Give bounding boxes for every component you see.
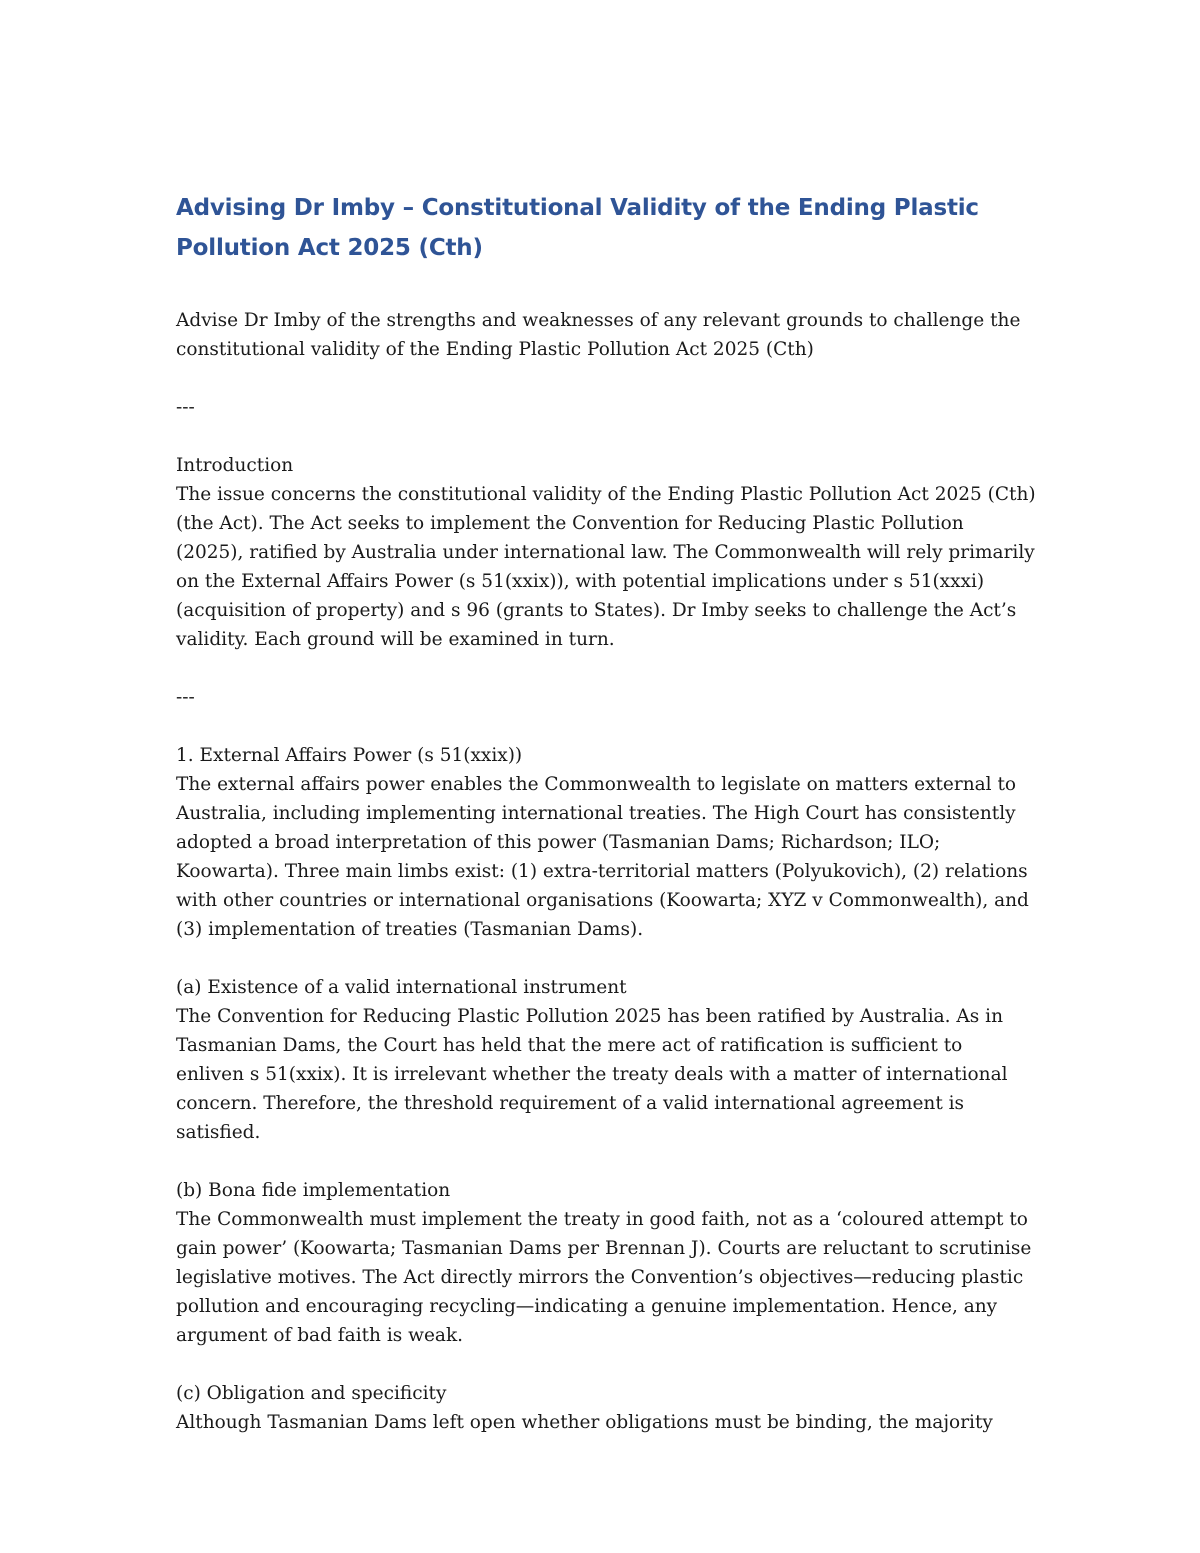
subsection-heading: (c) Obligation and specificity [176, 1383, 447, 1404]
section-heading: 1. External Affairs Power (s 51(xxix)) [176, 745, 523, 766]
section-separator: --- [176, 687, 195, 708]
external-affairs-section [176, 741, 1036, 944]
subsection-b [176, 1176, 1036, 1350]
question-prompt: Advise Dr Imby of the strengths and weaknesses of any relevant grounds to challenge the constitutional validity of the Ending Plastic Pollution Act 2025 (Cth) [176, 310, 1021, 360]
section-separator: --- [176, 397, 195, 418]
subsection-paragraph: The Commonwealth must implement the treaty in good faith, not as a ‘coloured attempt to gain power’ (Koowarta; Tasmanian Dams per Brennan J). Courts are reluctant to scrutinise legislative motives. The Act directly mirrors the Convention’s objectives—reducing plastic pollution and encouraging recycling—indicating a genuine implementation. Hence, any argument of bad faith is weak. [176, 1209, 1032, 1346]
subsection-heading: (b) Bona fide implementation [176, 1180, 451, 1201]
subsection-a [176, 973, 1036, 1147]
introduction-heading: Introduction [176, 455, 294, 476]
introduction-section [176, 451, 1036, 654]
introduction-paragraph: The issue concerns the constitutional validity of the Ending Plastic Pollution Act 2025 (Cth) (the Act). The Act seeks to implement the Convention for Reducing Plastic Pollution (2025), ratified by Australia under international law. The Commonwealth will rely primarily on the External Affairs Power (s 51(xxix)), with potential implications under s 51(xxxi) (acquisition of property) and s 96 (grants to States). Dr Imby seeks to challenge the Act’s validity. Each ground will be examined in turn. [176, 484, 1036, 650]
subsection-c [176, 1379, 1036, 1437]
document-title: Advising Dr Imby – Constitutional Validity of the Ending Plastic Pollution Act 2025 (Cth) [176, 195, 979, 261]
document-body [176, 188, 1036, 1466]
subsection-paragraph: The Convention for Reducing Plastic Pollution 2025 has been ratified by Australia. As in Tasmanian Dams, the Court has held that the mere act of ratification is sufficient to enliven s 51(xxix). It is irrelevant whether the treaty deals with a matter of international concern. Therefore, the threshold requirement of a valid international agreement is satisfied. [176, 1006, 1008, 1143]
subsection-paragraph: Although Tasmanian Dams left open whether obligations must be binding, the majority [176, 1412, 993, 1433]
subsection-heading: (a) Existence of a valid international instrument [176, 977, 627, 998]
section-paragraph: The external affairs power enables the Commonwealth to legislate on matters external to Australia, including implementing international treaties. The High Court has consistently adopted a broad interpretation of this power (Tasmanian Dams; Richardson; ILO; Koowarta). Three main limbs exist: (1) extra-territorial matters (Polyukovich), (2) relations with other countries or international organisations (Koowarta; XYZ v Commonwealth), and (3) implementation of treaties (Tasmanian Dams). [176, 774, 1029, 940]
